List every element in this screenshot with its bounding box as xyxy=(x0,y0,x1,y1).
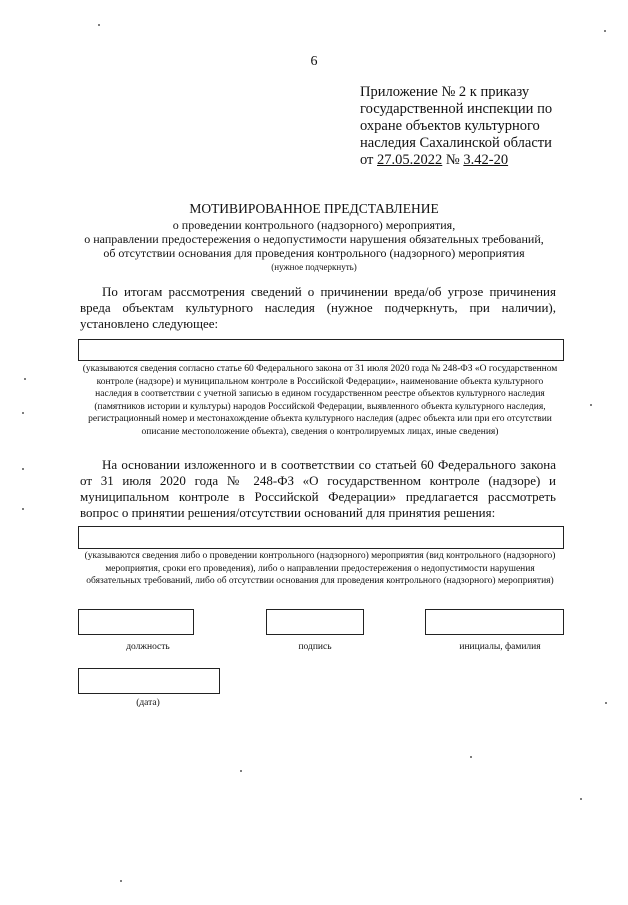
position-field[interactable] xyxy=(78,609,194,635)
decision-note: (указываются сведения либо о проведении контрольного (надзорного) мероприятия (вид контрольного (надзорного) мероприятия, сроки его проведения), либо о направлении предостережения о недопустимости нарушения обязательных требований, либо об отсутствии основания для проведения контрольного (надзорного) мероприятия) xyxy=(84,551,556,586)
findings-note: (указываются сведения согласно статье 60 Федерального закона от 31 июля 2020 года № 248-ФЗ «О государственном контроле (надзоре) и муниципальном контроле в Российской Федерации», наименование объекта культурного наследия в соответствии с учетной записью в едином государственном реестре объектов культурного наследия (памятников истории и культуры) народов Российской Федерации, выявленного объекта культурного наследия, регистрационный номер и местонахождение объекта культурного наследия (адрес объекта или при его отсутствии описание местоположение объекта), сведения о контролируемых лицах, иные сведения) xyxy=(82,364,558,437)
scan-speck xyxy=(24,378,26,380)
scan-speck xyxy=(604,30,606,32)
heading-line: о проведении контрольного (надзорного) мероприятия, xyxy=(172,218,456,232)
signature-field[interactable] xyxy=(266,609,364,635)
appendix-date: 27.05.2022 xyxy=(377,152,443,168)
paragraph-findings: По итогам рассмотрения сведений о причинении вреда/об угрозе причинения вреда объектам культурного наследия (нужное подчеркнуть, при наличии), установлено следующее: xyxy=(80,284,556,331)
appendix-line: охране объектов культурного xyxy=(360,118,540,134)
appendix-line: государственной инспекции по xyxy=(360,101,553,117)
heading-line: об отсутствии основания для проведения контрольного (надзорного) мероприятия xyxy=(103,246,525,260)
scan-speck xyxy=(590,404,592,406)
scan-speck xyxy=(22,412,24,414)
heading-line: о направлении предостережения о недопустимости нарушения обязательных требований, xyxy=(84,232,544,246)
page-number: 6 xyxy=(310,54,318,69)
appendix-number: 3.42-20 xyxy=(463,152,509,168)
findings-field[interactable] xyxy=(78,339,564,361)
date-label: (дата) xyxy=(136,698,160,708)
appendix-line: Приложение № 2 к приказу xyxy=(360,84,530,100)
date-field[interactable] xyxy=(78,668,220,694)
scan-speck xyxy=(22,508,24,510)
scan-speck xyxy=(120,880,122,882)
appendix-date-line xyxy=(360,152,558,169)
scan-speck xyxy=(605,702,607,704)
name-field[interactable] xyxy=(425,609,564,635)
appendix-block xyxy=(360,84,558,169)
decision-field[interactable] xyxy=(78,526,564,549)
name-label: инициалы, фамилия xyxy=(459,642,541,652)
scan-speck xyxy=(22,468,24,470)
scan-speck xyxy=(470,756,472,758)
scan-speck xyxy=(240,770,242,772)
signature-label: подпись xyxy=(298,642,332,652)
appendix-number-prefix: № xyxy=(442,152,464,168)
appendix-line: наследия Сахалинской области xyxy=(360,135,552,151)
paragraph-proposal: На основании изложенного и в соответствии со статьей 60 Федерального закона от 31 июля 2020 года № 248-ФЗ «О государственном контроле (надзоре) и муниципальном контроле в Российской Федерации» предлагается рассмотреть вопрос о принятии решения/отсутствии оснований для принятия решения: xyxy=(80,457,556,520)
scan-speck xyxy=(98,24,100,26)
position-label: должность xyxy=(126,642,170,652)
document-title: МОТИВИРОВАННОЕ ПРЕДСТАВЛЕНИЕ xyxy=(189,201,439,216)
heading-note: (нужное подчеркнуть) xyxy=(271,262,357,272)
appendix-date-prefix: от xyxy=(360,152,378,168)
scan-speck xyxy=(580,798,582,800)
